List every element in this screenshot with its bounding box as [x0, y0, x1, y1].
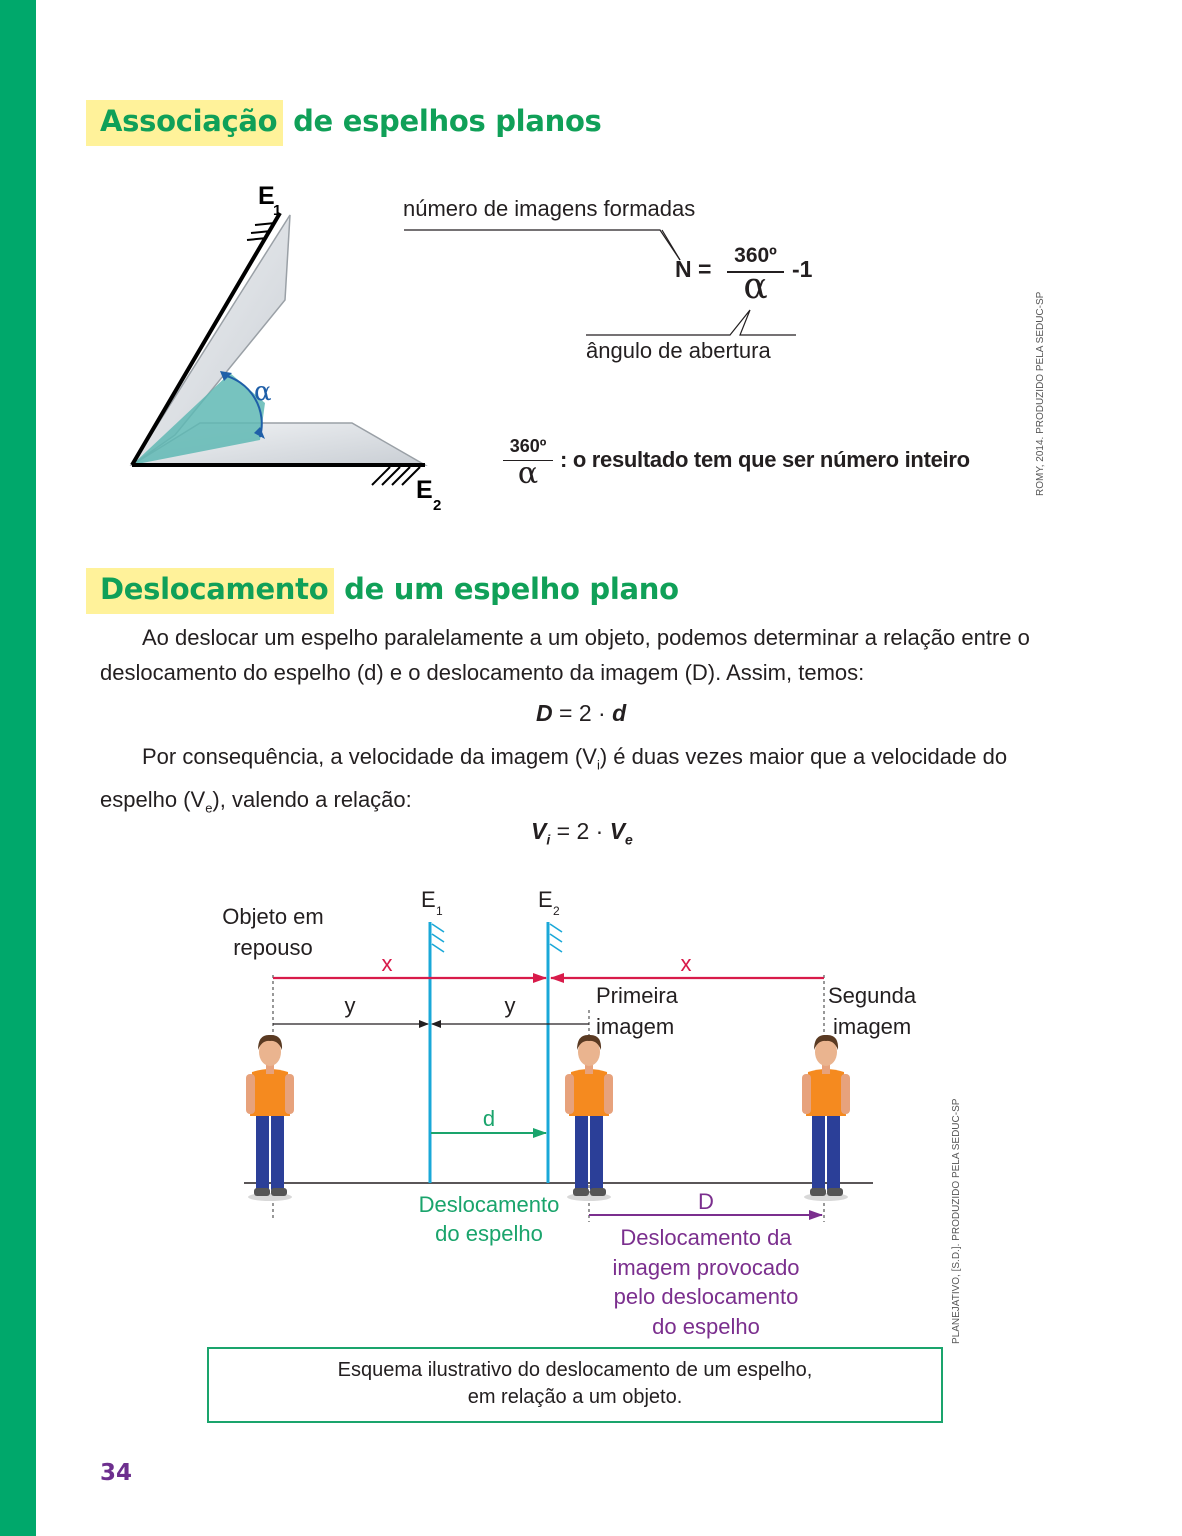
diagram-e1-subscript: 1 — [436, 904, 443, 918]
mirror-e2-hatching — [550, 924, 562, 952]
first-image-person — [565, 1035, 613, 1201]
y-label-right: y — [504, 993, 516, 1018]
image-displacement-line3: pelo deslocamento — [613, 1284, 799, 1309]
alpha-label: α — [254, 377, 272, 407]
condition-text: : o resultado tem que ser número inteiro — [560, 447, 970, 472]
formula-denominator: α — [743, 266, 768, 307]
first-image-label-line1: Primeira — [596, 983, 678, 1008]
condition-numerator: 360º — [509, 436, 547, 456]
e1-subscript: 1 — [273, 202, 282, 219]
caption-line2: em relação a um objeto. — [467, 1386, 683, 1408]
condition-denominator: α — [517, 456, 539, 491]
caption-line1: Esquema ilustrativo do deslocamento de um espelho, — [337, 1359, 813, 1381]
e1-label: E — [258, 182, 275, 210]
mirror-displacement-line2: do espelho — [435, 1221, 543, 1246]
first-image-label-line2: imagem — [596, 1014, 675, 1039]
diagram-e1-label: E — [421, 887, 436, 912]
second-image-label-line1: Segunda — [828, 983, 917, 1008]
formula-numerator: 360º — [734, 244, 777, 267]
second-image-label-line2: imagem — [833, 1014, 912, 1039]
big-d-label: D — [698, 1189, 714, 1214]
annotation-opening-angle: ângulo de abertura — [586, 338, 771, 363]
image-displacement-line1: Deslocamento da — [620, 1225, 792, 1250]
formula-minus-one: -1 — [792, 256, 813, 282]
paragraph-mirror-displacement: Ao deslocar um espelho paralelamente a um objeto, podemos determinar a relação entre o deslocamento do espelho (d) e o deslocamento da imagem (D). Assim, temos: — [100, 625, 1030, 685]
image-displacement-line4: do espelho — [652, 1314, 760, 1339]
mirror-displacement-line1: Deslocamento — [418, 1192, 560, 1217]
credit-romy: ROMY, 2014. PRODUZIDO PELA SEDUC-SP — [1035, 291, 1046, 496]
annotation-number-of-images: número de imagens formadas — [403, 196, 696, 221]
diagram-e2-label: E — [538, 887, 553, 912]
formula-n-label: N = — [675, 256, 712, 282]
formula-velocity: $V_i = 2 \cdot V_e$ — [531, 818, 633, 848]
object-label-line1: Objeto em — [222, 904, 324, 929]
title-rest: de um espelho plano — [334, 572, 679, 606]
diagram-e2-subscript: 2 — [553, 904, 560, 918]
object-person — [246, 1035, 294, 1201]
e2-subscript: 2 — [433, 497, 442, 514]
paragraph-velocity: Por consequência, a velocidade da imagem $(V_i)$ é duas vezes maior que a velocidade do espelho $(V_e)$, valendo a relação: — [100, 744, 1008, 816]
page-number: 34 — [100, 1460, 133, 1486]
figure-caption — [207, 1347, 943, 1423]
e2-label: E — [416, 476, 433, 504]
title-highlight: Associação — [86, 100, 283, 146]
x-label-right: x — [680, 951, 692, 976]
title-rest: de espelhos planos — [283, 104, 602, 138]
mirror-e1-hatching — [432, 924, 444, 952]
small-d-label: d — [482, 1106, 496, 1131]
title-highlight: Deslocamento — [86, 568, 334, 614]
object-label-line2: repouso — [233, 935, 313, 960]
y-label-left: y — [344, 993, 356, 1018]
x-label-left: x — [381, 951, 393, 976]
formula-d-equals-2d: D = 2 · d — [536, 700, 627, 726]
credit-planejativo: PLANEJATIVO, [S.D.]. PRODUZIDO PELA SEDUC-SP — [951, 1098, 962, 1344]
image-displacement-line2: imagem provocado — [612, 1255, 800, 1280]
second-image-person — [802, 1035, 850, 1201]
